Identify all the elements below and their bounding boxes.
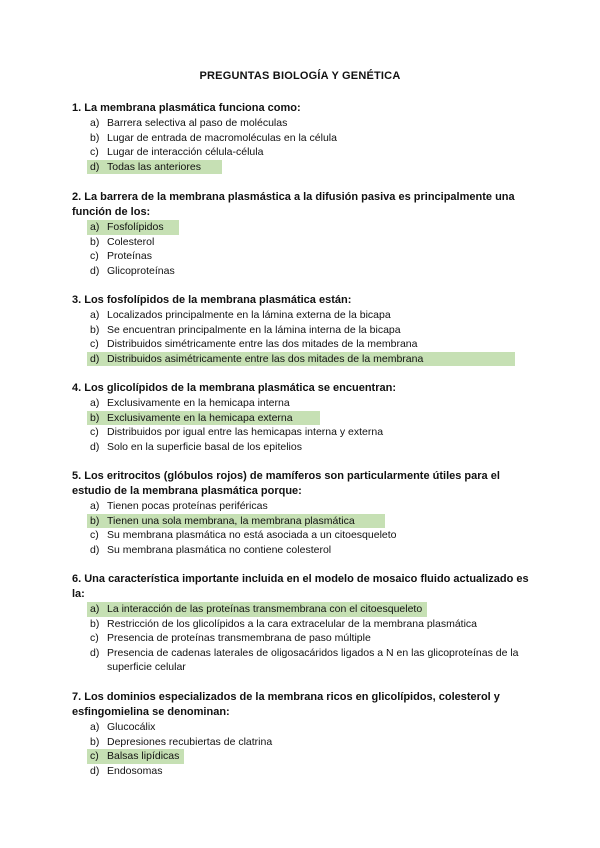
option-letter: d) — [90, 160, 100, 173]
option-list — [72, 499, 532, 557]
option-letter: b) — [90, 235, 100, 248]
option — [72, 323, 532, 338]
option-text: La interacción de las proteínas transmembrana con el citoesqueleto — [107, 603, 423, 615]
option-text: Lugar de interacción célula-célula — [107, 146, 264, 158]
option-text: Endosomas — [107, 764, 163, 777]
option-text: Distribuidos por igual entre las hemicapas interna y externa — [107, 426, 384, 438]
correct-option — [72, 411, 532, 426]
option-letter: b) — [90, 411, 100, 424]
question-3 — [72, 293, 532, 366]
correct-option — [72, 352, 532, 367]
option — [72, 249, 532, 264]
option-letter: a) — [90, 117, 100, 129]
option-text: Lugar de entrada de macromoléculas en la célula — [107, 131, 337, 144]
option — [72, 631, 532, 646]
option-list — [72, 308, 532, 366]
question-2 — [72, 190, 532, 278]
option — [72, 396, 532, 411]
option-letter: c) — [90, 529, 99, 541]
question-text: 7. Los dominios especializados de la membrana ricos en glicolípidos, colesterol y esfingomielina se denominan: — [72, 691, 500, 718]
option — [72, 720, 532, 735]
option — [72, 764, 532, 779]
option-text: Presencia de cadenas laterales de oligosacáridos ligados a N en las glicoproteínas de la superficie celular — [107, 646, 519, 673]
option-text: Barrera selectiva al paso de moléculas — [107, 117, 288, 129]
question-text: 3. Los fosfolípidos de la membrana plasmática están: — [72, 294, 352, 306]
question-text: 6. Una característica importante incluida en el modelo de mosaico fluido actualizado es la: — [72, 573, 529, 600]
option — [72, 440, 532, 455]
option-list — [72, 116, 532, 174]
option-text: Su membrana plasmática no contiene colesterol — [107, 543, 332, 556]
question-text: 4. Los glicolípidos de la membrana plasmática se encuentran: — [72, 382, 396, 394]
correct-option — [72, 602, 532, 617]
option-letter: a) — [90, 603, 100, 615]
option-letter: b) — [90, 514, 100, 527]
option-letter: a) — [90, 721, 100, 733]
option — [72, 543, 532, 558]
option-text: Tienen una sola membrana, la membrana plasmática — [107, 514, 355, 527]
option — [72, 528, 532, 543]
option-text: Exclusivamente en la hemicapa interna — [107, 397, 290, 409]
option-text: Restricción de los glicolípidos a la cara extracelular de la membrana plasmática — [107, 617, 478, 630]
option-list — [72, 720, 532, 778]
option-letter: b) — [90, 735, 100, 748]
option-text: Glicoproteínas — [107, 264, 175, 277]
option-text: Localizados principalmente en la lámina externa de la bicapa — [107, 309, 391, 321]
option-letter: d) — [90, 764, 100, 777]
question-7 — [72, 690, 532, 778]
option — [72, 425, 532, 440]
option-text: Todas las anteriores — [107, 160, 201, 173]
option-text: Proteínas — [107, 250, 152, 262]
option-letter: d) — [90, 543, 100, 556]
option-text: Tienen pocas proteínas periféricas — [107, 500, 268, 512]
option — [72, 264, 532, 279]
option-letter: a) — [90, 397, 100, 409]
option-text: Balsas lipídicas — [107, 750, 180, 762]
option — [72, 646, 532, 675]
option-text: Fosfolípidos — [107, 221, 164, 233]
correct-option — [72, 160, 532, 175]
question-text: 1. La membrana plasmática funciona como: — [72, 102, 301, 114]
option-letter: d) — [90, 440, 100, 453]
option-letter: c) — [90, 338, 99, 350]
option-letter: c) — [90, 250, 99, 262]
option-text: Distribuidos asimétricamente entre las dos mitades de la membrana — [107, 352, 424, 365]
option-text: Depresiones recubiertas de clatrina — [107, 735, 273, 748]
option-letter: a) — [90, 500, 100, 512]
option-letter: b) — [90, 617, 100, 630]
option-letter: c) — [90, 146, 99, 158]
option-text: Presencia de proteínas transmembrana de paso múltiple — [107, 632, 371, 644]
correct-option — [72, 220, 532, 235]
option — [72, 308, 532, 323]
option-letter: a) — [90, 221, 100, 233]
option-letter: d) — [90, 264, 100, 277]
option-letter: c) — [90, 426, 99, 438]
option-list — [72, 602, 532, 675]
option — [72, 116, 532, 131]
question-4 — [72, 381, 532, 454]
option-list — [72, 220, 532, 278]
question-6 — [72, 572, 532, 675]
question-text: 5. Los eritrocitos (glóbulos rojos) de mamíferos son particularmente útiles para el estudio de la membrana plasmática porque: — [72, 470, 500, 497]
option — [72, 617, 532, 632]
option-text: Solo en la superficie basal de los epitelios — [107, 440, 302, 453]
correct-option — [72, 514, 532, 529]
question-1 — [72, 101, 532, 174]
option-letter: d) — [90, 646, 100, 659]
option-text: Su membrana plasmática no está asociada a un citoesqueleto — [107, 529, 397, 541]
option-text: Distribuidos simétricamente entre las dos mitades de la membrana — [107, 338, 418, 350]
option-text: Exclusivamente en la hemicapa externa — [107, 411, 293, 424]
option-letter: a) — [90, 309, 100, 321]
option-letter: d) — [90, 352, 100, 365]
page-title: PREGUNTAS BIOLOGÍA Y GENÉTICA — [199, 70, 401, 82]
option-text: Colesterol — [107, 235, 155, 248]
option-letter: c) — [90, 750, 99, 762]
option — [72, 337, 532, 352]
option-letter: b) — [90, 131, 100, 144]
option-letter: b) — [90, 323, 100, 336]
option — [72, 131, 532, 146]
option — [72, 499, 532, 514]
option — [72, 235, 532, 250]
option-text: Glucocálix — [107, 721, 156, 733]
option-letter: c) — [90, 632, 99, 644]
option-list — [72, 396, 532, 454]
option-text: Se encuentran principalmente en la lámina interna de la bicapa — [107, 323, 401, 336]
option — [72, 735, 532, 750]
option — [72, 145, 532, 160]
question-5 — [72, 469, 532, 557]
correct-option — [72, 749, 532, 764]
question-text: 2. La barrera de la membrana plasmástica a la difusión pasiva es principalmente una función de los: — [72, 191, 515, 218]
